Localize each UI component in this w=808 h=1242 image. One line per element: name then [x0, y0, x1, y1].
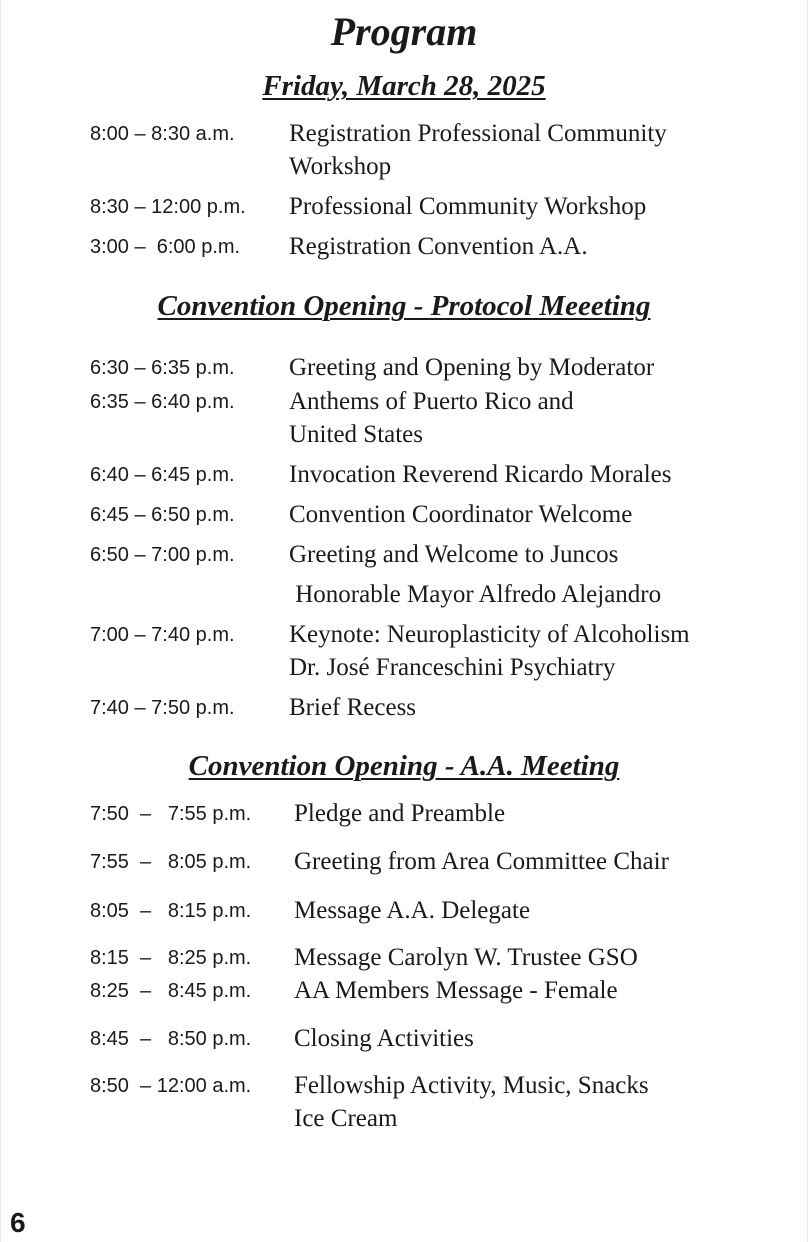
event-description: Fellowship Activity, Music, Snacks: [294, 1072, 649, 1099]
event-description: Invocation Reverend Ricardo Morales: [289, 461, 672, 488]
time-range: 7:50 – 7:55 p.m.: [90, 803, 252, 825]
event-description: Greeting and Welcome to Juncos: [289, 541, 619, 568]
event-description: Message A.A. Delegate: [294, 897, 531, 924]
event-description: Registration Convention A.A.: [289, 233, 588, 260]
event-description: Convention Coordinator Welcome: [289, 501, 633, 528]
event-description: Greeting from Area Committee Chair: [294, 848, 669, 875]
page-title: Program: [330, 9, 478, 54]
event-description: Brief Recess: [289, 694, 417, 721]
time-range: 8:50 – 12:00 a.m.: [90, 1075, 252, 1097]
time-range: 6:45 – 6:50 p.m.: [90, 504, 235, 526]
time-range: 6:35 – 6:40 p.m.: [90, 391, 235, 413]
time-range: 3:00 – 6:00 p.m.: [90, 236, 241, 258]
event-description: Message Carolyn W. Trustee GSO: [294, 944, 638, 971]
event-description: Workshop: [289, 153, 392, 180]
time-range: 6:40 – 6:45 p.m.: [90, 464, 235, 486]
time-range: 8:45 – 8:50 p.m.: [90, 1028, 252, 1050]
event-description: Anthems of Puerto Rico and: [289, 388, 574, 415]
section-heading-protocol-meeting: Convention Opening - Protocol Meeeting: [157, 290, 651, 322]
page-number: 6: [10, 1207, 26, 1238]
event-description: Honorable Mayor Alfredo Alejandro: [289, 581, 662, 608]
time-range: 6:30 – 6:35 p.m.: [90, 357, 235, 379]
left-page-edge: [0, 0, 1, 1242]
time-range: 8:05 – 8:15 p.m.: [90, 900, 252, 922]
time-range: 8:15 – 8:25 p.m.: [90, 947, 252, 969]
event-description: Closing Activities: [294, 1025, 474, 1052]
time-range: 8:30 – 12:00 p.m.: [90, 196, 246, 218]
event-description: United States: [289, 421, 424, 448]
event-description: Ice Cream: [294, 1105, 398, 1132]
event-description: Dr. José Franceschini Psychiatry: [289, 654, 616, 681]
time-range: 8:00 – 8:30 a.m.: [90, 123, 235, 145]
time-range: 6:50 – 7:00 p.m.: [90, 544, 235, 566]
event-description: AA Members Message - Female: [294, 977, 618, 1004]
time-range: 7:00 – 7:40 p.m.: [90, 624, 235, 646]
section-heading-aa-meeting: Convention Opening - A.A. Meeting: [188, 750, 620, 782]
event-description: Greeting and Opening by Moderator: [289, 354, 655, 381]
time-range: 8:25 – 8:45 p.m.: [90, 980, 252, 1002]
event-description: Professional Community Workshop: [289, 193, 647, 220]
event-description: Pledge and Preamble: [294, 800, 506, 827]
date-heading: Friday, March 28, 2025: [262, 70, 546, 102]
event-description: Registration Professional Community: [289, 120, 667, 147]
event-description: Keynote: Neuroplasticity of Alcoholism: [289, 621, 690, 648]
time-range: 7:55 – 8:05 p.m.: [90, 851, 252, 873]
time-range: 7:40 – 7:50 p.m.: [90, 697, 235, 719]
